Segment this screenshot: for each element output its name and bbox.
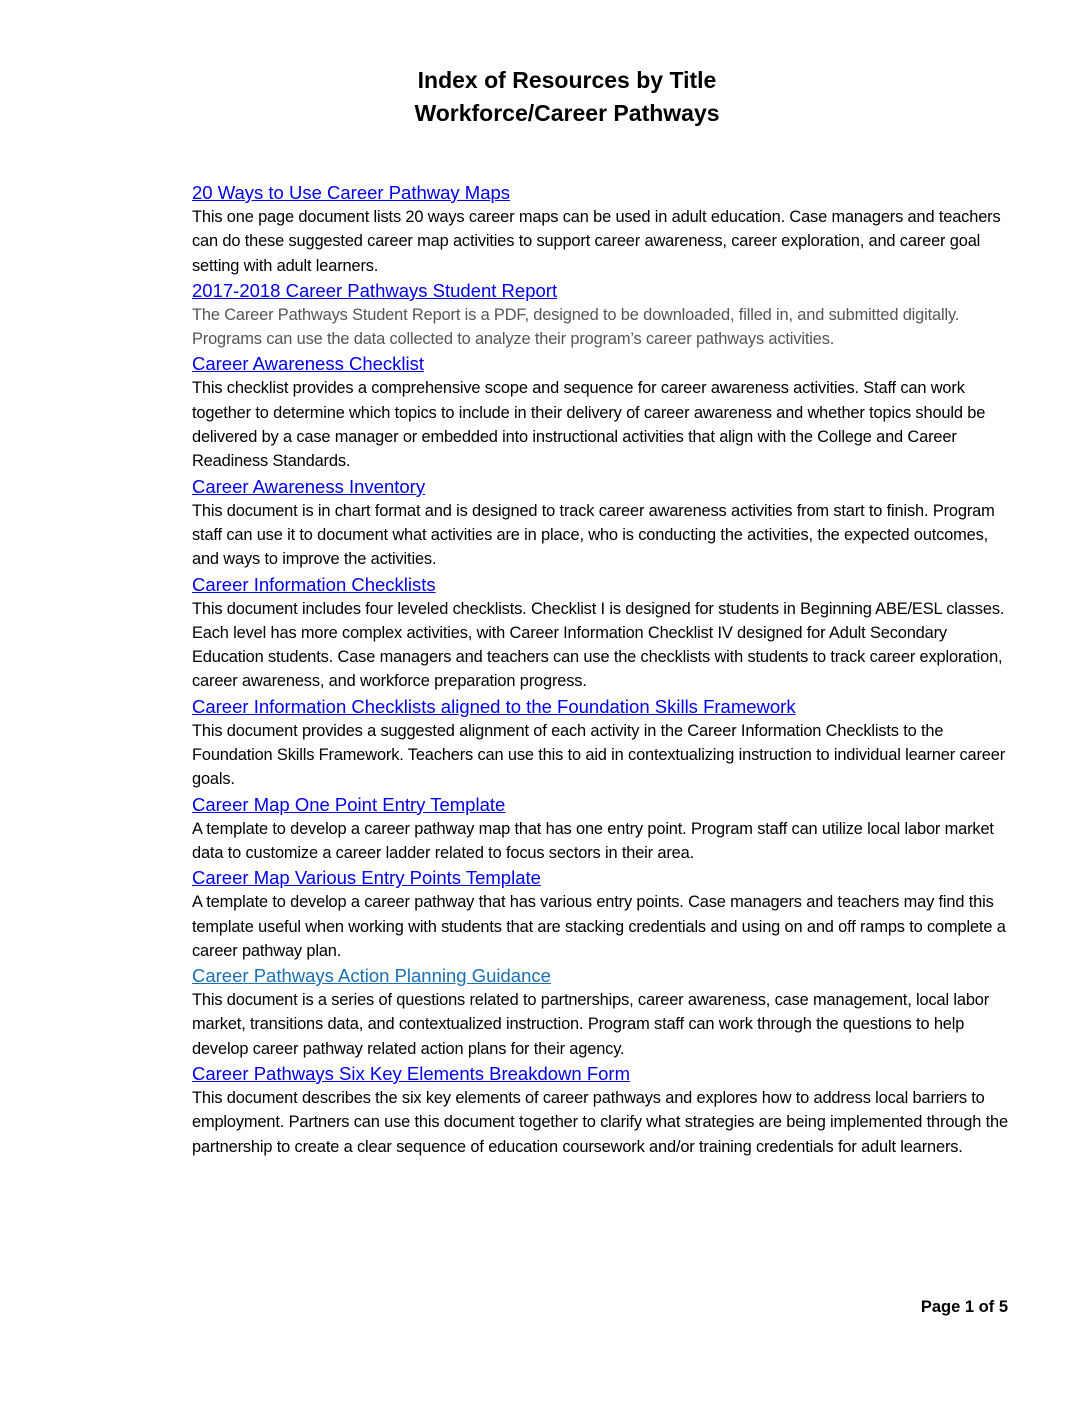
resource-description: This one page document lists 20 ways career maps can be used in adult education. Case managers and teachers can do these suggested career map activities to support career awareness, career exploration, and career goal setting with adult learners. <box>192 208 1001 275</box>
resource-description: This document provides a suggested alignment of each activity in the Career Information Checklists to the Foundation Skills Framework. Teachers can use this to aid in contextualizing instruction to individual learner career goals. <box>192 721 1006 789</box>
resource-description: A template to develop a career pathway that has various entry points. Case managers and teachers may find this template useful when working with students that are stacking credentials and using on and off ramps to complete a career pathway plan. <box>192 893 1006 960</box>
resource-entry <box>192 572 1012 694</box>
resource-description: A template to develop a career pathway map that has one entry point. Program staff can utilize local labor market data to customize a career ladder related to focus sectors in their area. <box>192 819 994 862</box>
resource-description: This document includes four leveled checklists. Checklist I is designed for students in Beginning ABE/ESL classes. Each level has more complex activities, with Career Information Checklist IV designed for Adult Secondary Education students. Case managers and teachers can use the checklists with students to track career exploration, career awareness, and workforce preparation progress. <box>192 599 1005 691</box>
resource-link-various-entry-points[interactable]: Career Map Various Entry Points Template <box>192 867 541 889</box>
resource-entry <box>192 474 1012 572</box>
resource-entry <box>192 278 1012 352</box>
resource-link-awareness-checklist[interactable]: Career Awareness Checklist <box>192 353 425 375</box>
resource-description: This checklist provides a comprehensive scope and sequence for career awareness activities. Staff can work together to determine which topics to include in their delivery of career awareness and whether topics should be delivered by a case manager or embedded into instructional activities that align with the College and Career Readiness Standards. <box>192 379 986 471</box>
resource-entry <box>192 963 1012 1061</box>
resource-description: This document is a series of questions related to partnerships, career awareness, case management, local labor market, transitions data, and contextualized instruction. Program staff can work through the questions to help develop career pathway related action plans for their agency. <box>192 991 990 1058</box>
page-title-line-2: Workforce/Career Pathways <box>414 100 720 126</box>
resource-link-action-planning[interactable]: Career Pathways Action Planning Guidance <box>192 965 551 987</box>
resource-description: This document is in chart format and is designed to track career awareness activities from start to finish. Program staff can use it to document what activities are in place, who is conducting the activities, the expected outcomes, and ways to improve the activities. <box>192 501 995 569</box>
page-number: Page 1 of 5 <box>920 1298 1008 1316</box>
resource-description: The Career Pathways Student Report is a PDF, designed to be downloaded, filled in, and submitted digitally. Programs can use the data collected to analyze their program’s career pathways activities. <box>192 305 960 349</box>
resource-link-one-point-entry[interactable]: Career Map One Point Entry Template <box>192 793 506 815</box>
resource-list <box>192 180 1012 1159</box>
resource-link-student-report[interactable]: 2017-2018 Career Pathways Student Report <box>192 279 558 301</box>
resource-link-information-checklists[interactable]: Career Information Checklists <box>192 573 436 595</box>
page-title-line-1: Index of Resources by Title <box>417 67 717 93</box>
resource-link-awareness-inventory[interactable]: Career Awareness Inventory <box>192 475 426 497</box>
resource-entry <box>192 792 1012 866</box>
resource-entry <box>192 180 1012 278</box>
resource-link-20-ways[interactable]: 20 Ways to Use Career Pathway Maps <box>192 182 511 203</box>
resource-link-six-key-elements[interactable]: Career Pathways Six Key Elements Breakdown Form <box>192 1063 631 1085</box>
page-title <box>0 64 1088 130</box>
resource-entry <box>192 1061 1012 1159</box>
resource-entry <box>192 351 1012 473</box>
resource-link-checklists-foundation-skills[interactable]: Career Information Checklists aligned to the Foundation Skills Framework <box>192 695 796 717</box>
resource-entry <box>192 865 1012 963</box>
resource-entry <box>192 694 1012 792</box>
resource-description: This document describes the six key elements of career pathways and explores how to address local barriers to employment. Partners can use this document together to clarify what strategies are being implemented through the partnership to create a clear sequence of education coursework and/or training credentials for adult learners. <box>192 1089 1008 1156</box>
